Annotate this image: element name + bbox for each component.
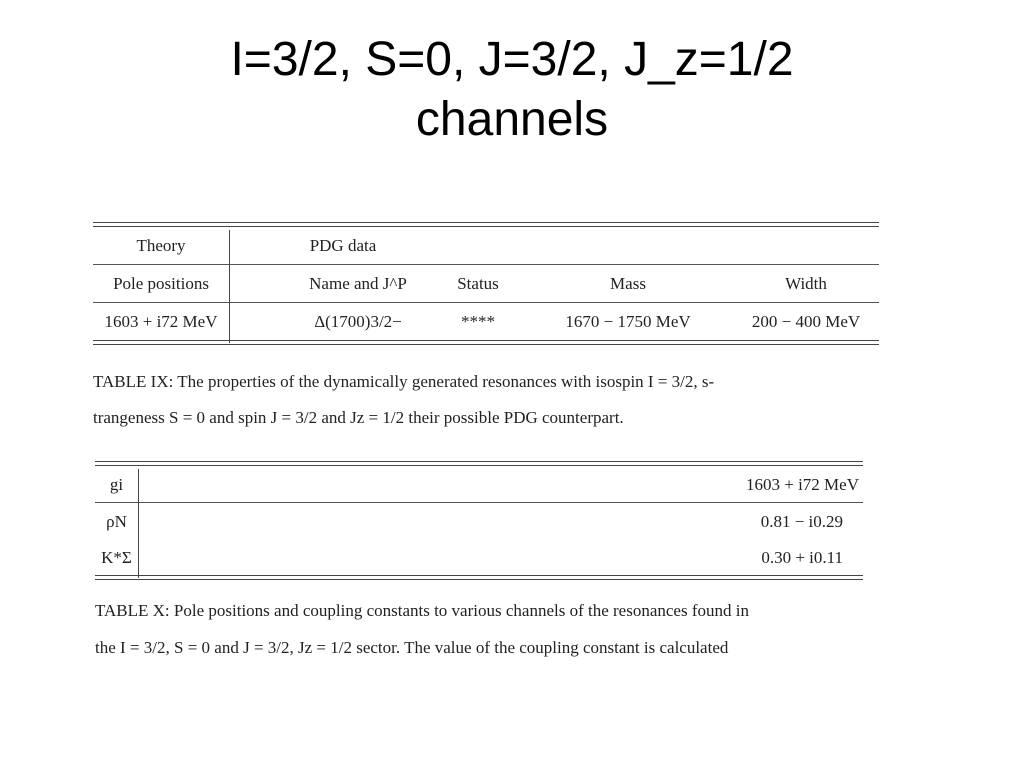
header-width: Width — [785, 274, 827, 293]
header-status: Status — [457, 274, 499, 293]
slide-title-line2: channels — [415, 93, 609, 146]
header-gi: gi — [109, 475, 124, 494]
table-row — [95, 503, 863, 539]
table-row — [95, 539, 863, 575]
header-pole-positions: Pole positions — [113, 274, 209, 293]
table-row — [93, 302, 879, 340]
caption-line: trangeness S = 0 and spin J = 3/2 and Jz = 1/2 their possible PDG counterpart. — [93, 408, 624, 427]
caption-line: TABLE X: Pole positions and coupling constants to various channels of the resonances found in — [95, 601, 749, 620]
caption-line: the I = 3/2, S = 0 and J = 3/2, Jz = 1/2 sector. The value of the coupling constant is calculated — [95, 638, 729, 657]
table-header-row — [95, 466, 863, 503]
table-ix-caption — [93, 364, 879, 436]
cell-name: Δ(1700)3/2− — [314, 312, 402, 331]
caption-line: TABLE IX: The properties of the dynamically generated resonances with isospin I = 3/2, s- — [93, 372, 715, 391]
header-pdg-data: PDG data — [309, 236, 377, 255]
cell-pole-position: 1603 + i72 MeV — [104, 312, 218, 331]
header-name-jp: Name and J^P — [309, 274, 407, 293]
cell-coupling: 0.30 + i0.11 — [761, 548, 843, 567]
cell-width: 200 − 400 MeV — [751, 312, 861, 331]
slide-title — [0, 30, 1024, 150]
table-x-caption — [95, 592, 863, 666]
table-column-header-row — [93, 264, 879, 302]
cell-mass: 1670 − 1750 MeV — [565, 312, 691, 331]
header-pole-value: 1603 + i72 MeV — [746, 475, 859, 494]
table-bottom-rule — [95, 575, 863, 580]
cell-channel: ρN — [106, 512, 127, 531]
table-group-header-row — [93, 227, 879, 264]
table-bottom-rule — [93, 340, 879, 345]
table-ix — [93, 222, 879, 345]
slide-title-line1: I=3/2, S=0, J=3/2, J_z=1/2 — [230, 33, 794, 86]
cell-channel: K*Σ — [101, 548, 132, 567]
header-mass: Mass — [610, 274, 646, 293]
cell-coupling: 0.81 − i0.29 — [760, 512, 843, 531]
cell-status: **** — [461, 312, 495, 331]
header-theory: Theory — [136, 236, 186, 255]
table-x — [95, 461, 863, 580]
